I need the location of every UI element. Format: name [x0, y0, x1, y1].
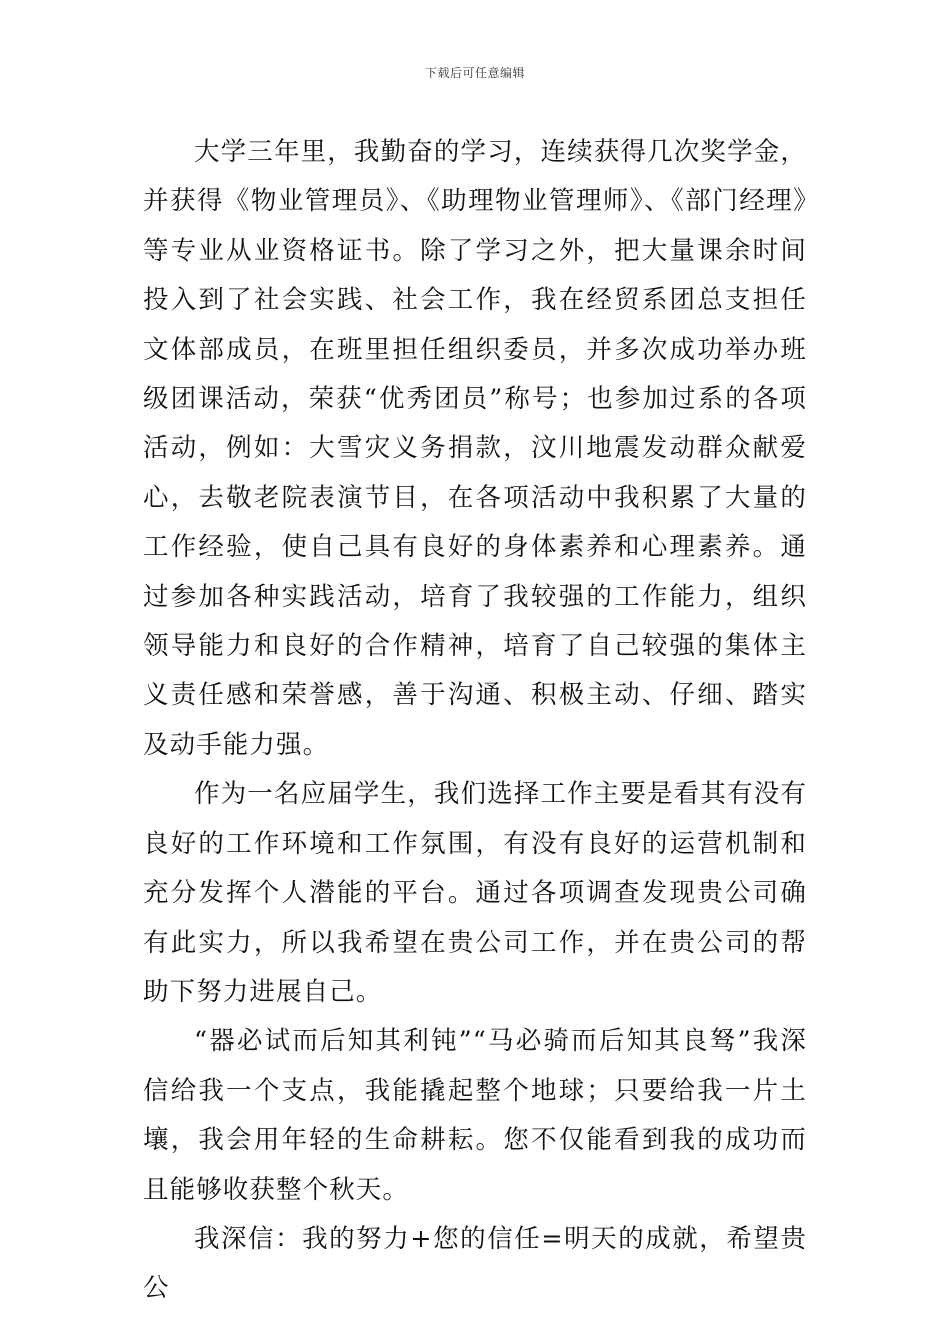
paragraph-4: 我深信：我的努力+您的信任=明天的成就，希望贵公	[143, 1223, 807, 1304]
paragraph-2: 作为一名应届学生，我们选择工作主要是看其有没有良好的工作环境和工作氛围，有没有良好的运营机制和充分发挥个人潜能的平台。通过各项调查发现贵公司确有此实力，所以我希望在贵公司工作，并在贵公司的帮助下努力进展自己。	[143, 779, 807, 1007]
header-note: 下载后可任意编辑	[424, 66, 525, 80]
paragraph-3: “器必试而后知其利钝”“马必骑而后知其良驽”我深信给我一个支点，我能撬起整个地球；只要给我一片土壤，我会用年轻的生命耕耘。您不仅能看到我的成功而且能够收获整个秋天。	[143, 1026, 807, 1205]
body-text	[143, 128, 807, 1314]
paragraph-1: 大学三年里，我勤奋的学习，连续获得几次奖学金，并获得《物业管理员》、《助理物业管理师》、《部门经理》等专业从业资格证书。除了学习之外，把大量课余时间投入到了社会实践、社会工作，我在经贸系团总支担任文体部成员，在班里担任组织委员，并多次成功举办班级团课活动，荣获“优秀团员”称号；也参加过系的各项活动，例如：大雪灾义务捐款，汶川地震发动群众献爱心，去敬老院表演节目，在各项活动中我积累了大量的工作经验，使自己具有良好的身体素养和心理素养。通过参加各种实践活动，培育了我较强的工作能力，组织领导能力和良好的合作精神，培育了自己较强的集体主义责任感和荣誉感，善于沟通、积极主动、仔细、踏实及动手能力强。	[143, 137, 807, 760]
